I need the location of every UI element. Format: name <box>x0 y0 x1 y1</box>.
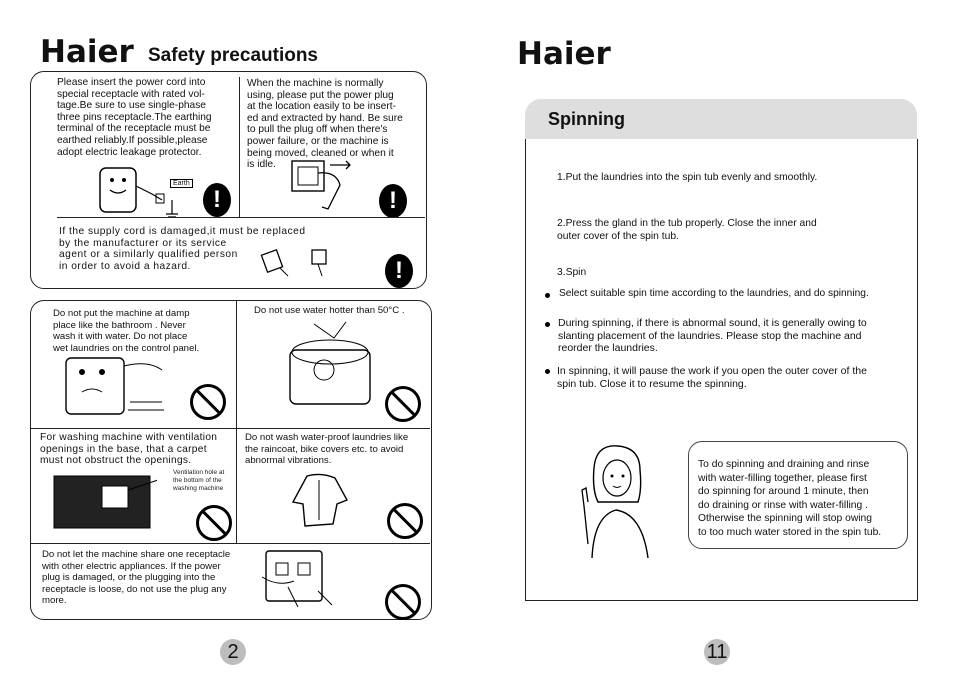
bullet-item: In spinning, it will pause the work if you open the outer cover of the spin tub. Close it to resume the spinning. <box>557 365 867 390</box>
step-3: 3.Spin <box>557 267 587 278</box>
hot-water-text: Do not use water hotter than 50°C . <box>254 305 405 316</box>
supply-cord-text: If the supply cord is damaged,it must be replaced by the manufacturer or its service agent or a similarly qualified person in order to avoid a hazard. <box>59 226 306 272</box>
bullet-icon <box>545 293 550 298</box>
page-number-left: 2 <box>220 639 246 665</box>
panel-divider <box>239 77 240 217</box>
plug-access-text: When the machine is normally using, please put the power plug at the location easily to be insert- ed and extracted by hand. Be sure to pull the plug off when there's power failure, or the machine is being moved, cleaned or when it is idle. <box>247 78 403 171</box>
ventilation-text: For washing machine with ventilation openings in the base, that a carpet must not obstruct the openings. <box>40 432 218 467</box>
bullet-item: Select suitable spin time according to the laundries, and do spinning. <box>559 288 869 299</box>
multi-plug-illustration <box>258 547 338 613</box>
warning-icon: ! <box>385 254 413 288</box>
panel-divider <box>30 428 430 429</box>
prohibited-icon <box>385 386 421 422</box>
prohibited-icon <box>387 503 423 539</box>
woman-pointing-illustration <box>572 440 662 560</box>
prohibited-icon <box>190 384 226 420</box>
bullet-icon <box>545 369 550 374</box>
panel-divider <box>57 217 425 218</box>
prohibited-icon <box>385 584 421 620</box>
ventilation-caption: Ventilation hole at the bottom of the washing machine <box>173 469 225 492</box>
prohibited-icon <box>196 505 232 541</box>
shared-receptacle-text: Do not let the machine share one receptacle with other electric appliances. If the power plug is damaged, or the plugging into the receptacle is loose, do not use the plug any more. <box>42 549 231 607</box>
damp-place-text: Do not put the machine at damp place like the bathroom . Never wash it with water. Do not place wet laundries on the control panel. <box>53 308 200 354</box>
ventilation-base-illustration <box>52 472 157 532</box>
bullet-item: During spinning, if there is abnormal sound, it is generally owing to slanting placement of the laundries. Please stop the machine and reorder the laundries. <box>558 317 867 354</box>
brand-logo-right: Haier <box>517 36 611 72</box>
earthing-illustration <box>92 160 192 220</box>
unplug-illustration <box>288 157 358 217</box>
damaged-plug-illustration <box>258 244 338 280</box>
hot-water-illustration <box>284 318 394 418</box>
step-2: 2.Press the gland in the tub properly. Close the inner and outer cover of the spin tub. <box>557 218 817 242</box>
page-title-left: Safety precautions <box>148 45 318 66</box>
panel-divider <box>30 543 430 544</box>
bullet-icon <box>545 322 550 327</box>
warning-icon: ! <box>203 183 231 217</box>
warning-icon: ! <box>379 184 407 218</box>
step-1: 1.Put the laundries into the spin tub evenly and smoothly. <box>557 172 818 183</box>
washing-machine-water-illustration <box>58 350 168 422</box>
panel-divider <box>236 300 237 544</box>
brand-logo-left: Haier <box>40 34 134 70</box>
raincoat-illustration <box>287 470 357 530</box>
earth-label: Earth <box>170 179 193 188</box>
waterproof-text: Do not wash water-proof laundries like the raincoat, bike covers etc. to avoid abnormal vibrations. <box>245 432 409 467</box>
tip-text: To do spinning and draining and rinse with water-filling together, please first do spinning for around 1 minute, then do draining or rinse with water-filling . Otherwise the spinning will stop owing to too much water stored in the spin tub. <box>698 459 882 538</box>
page-number-right: 11 <box>704 639 730 665</box>
receptacle-text: Please insert the power cord into special receptacle with rated vol- tage.Be sure to use single-phase three pins receptacle.The earthing terminal of the receptacle must be earthed reliably.If possible,please adopt electric leakage protector. <box>57 77 212 158</box>
section-title: Spinning <box>548 109 625 129</box>
